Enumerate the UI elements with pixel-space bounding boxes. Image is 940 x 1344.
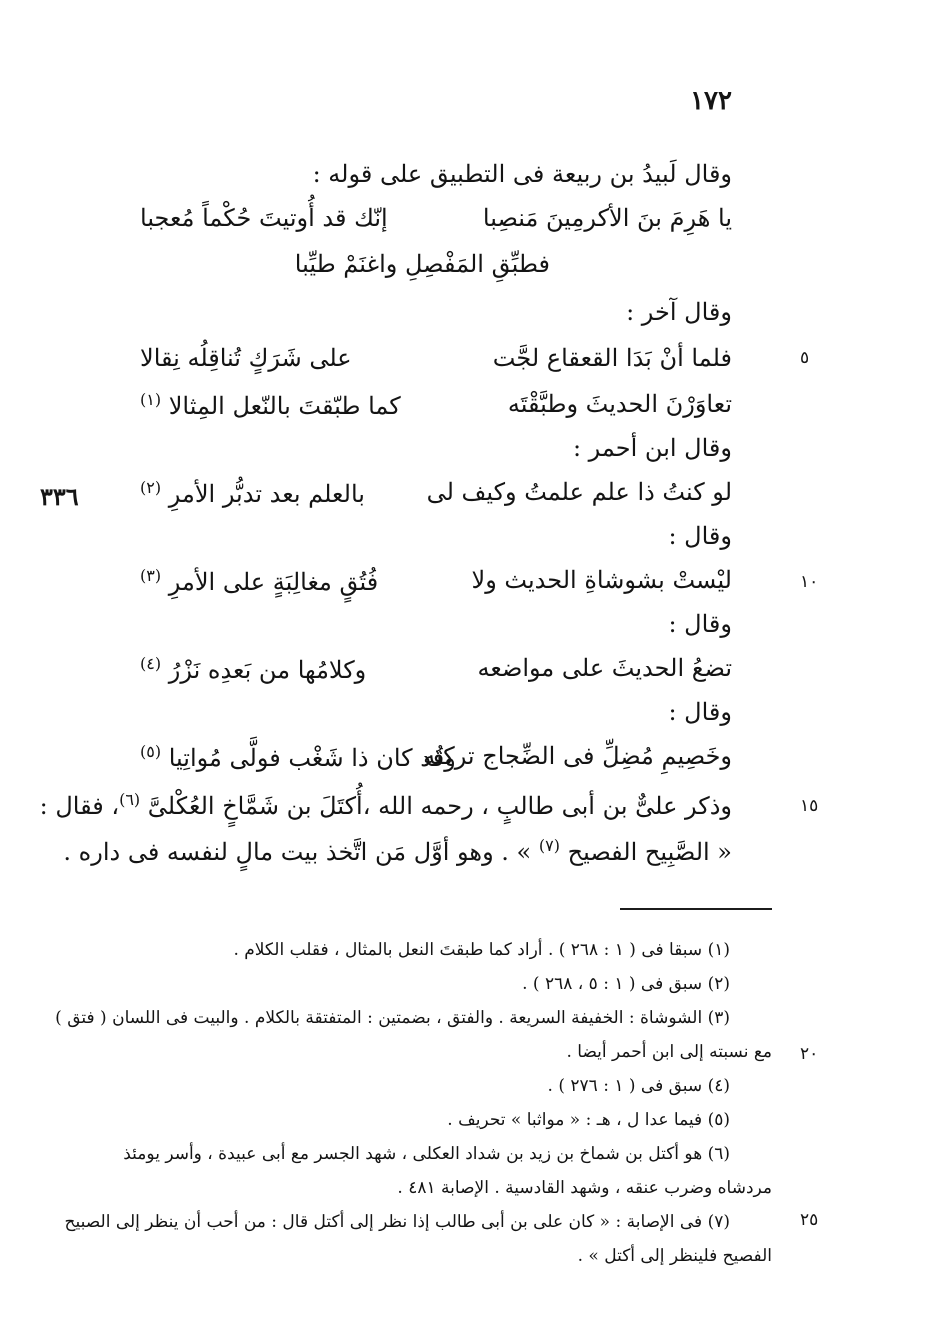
footnote-separator	[620, 908, 772, 910]
intro-line-labid: وقال لَبيدُ بن ربيعة فى التطبيق على قوله :	[312, 160, 732, 188]
margin-line-number-5: ٥	[800, 348, 810, 368]
margin-line-number-25: ٢٥	[800, 1210, 819, 1230]
verse-5-second-text: فُتُقٍ مغالِبَةٍ على الأمرِ	[168, 568, 379, 596]
footnote-ref-3: (٣)	[140, 566, 162, 585]
footnote-6: (٦) هو أكتل بن شماخ بن زيد بن شداد العكلى ، شهد الجسر مع أبى عبيدة ، وأسر يومئذ	[123, 1144, 730, 1164]
margin-line-number-10: ١٠	[800, 572, 819, 592]
paragraph-line-1-text: وذكر علىٌّ بن أبى طالبٍ ، رحمه الله ،أُكتَلَ بن شَمَّاخٍ العُكْلىَّ	[147, 792, 732, 820]
footnote-ref-1: (١)	[140, 390, 162, 409]
footnote-7-continuation: الفصيح فلينظر إلى أكتل » .	[577, 1246, 772, 1266]
verse-4-second-hemistich	[140, 478, 365, 508]
verse-6-second-text: وكلامُها من بَعدِه نَزْرُ	[168, 656, 367, 684]
verse-3-first-hemistich: تعاوَرْنَ الحديثَ وطبَّقْتَه	[507, 390, 732, 418]
footnote-ref-6: (٦)	[119, 790, 141, 809]
intro-line-akhar: وقال آخر :	[626, 298, 732, 326]
verse-1-second-hemistich: إنّك قد أُوتيتَ حُكْماً مُعجبا	[140, 204, 388, 232]
paragraph-line-2	[63, 836, 732, 866]
paragraph-line-2-end: » . وهو أوَّل مَن اتَّخذ بيت مالٍ لنفسه فى داره .	[63, 838, 532, 866]
footnote-3-continuation: مع نسبته إلى ابن أحمر أيضا .	[566, 1042, 772, 1062]
margin-reference: ٣٣٦	[40, 482, 79, 511]
intro-line-qal-2: وقال :	[668, 610, 732, 638]
intro-line-qal-1: وقال :	[668, 522, 732, 550]
margin-line-number-20: ٢٠	[800, 1044, 819, 1064]
paragraph-line-2-text: « الصَّبِيح الفصيح	[567, 838, 732, 866]
footnote-1: (١) سبقا فى ( ١ : ٢٦٨ ) . أراد كما طبقتَ النعل بالمثال ، فقلب الكلام .	[233, 940, 730, 960]
verse-2-first-hemistich: فلما أنْ بَدَا القعقاع لجَّت	[492, 344, 732, 372]
footnote-4: (٤) سبق فى ( ١ : ٢٧٦ ) .	[547, 1076, 730, 1096]
verse-7-second-hemistich	[140, 742, 456, 772]
footnote-ref-7: (٧)	[538, 836, 560, 855]
margin-line-number-15: ١٥	[800, 796, 819, 816]
page-number: ١٧٢	[690, 86, 732, 116]
verse-4-first-hemistich: لو كنتُ ذا علم علمتُ وكيف لى	[426, 478, 732, 506]
footnote-ref-5: (٥)	[140, 742, 162, 761]
verse-5-second-hemistich	[140, 566, 378, 596]
footnote-3: (٣) الشوشاة : الخفيفة السريعة . والفتق ، بضمتين : المتفتقة بالكلام . والبيت فى اللسان ( فتق )	[55, 1008, 730, 1028]
verse-1-third-hemistich: فطبِّقِ المَفْصِلِ واغنَمْ طيِّبا	[294, 250, 550, 278]
footnote-2: (٢) سبق فى ( ١ : ٥ ، ٢٦٨ ) .	[522, 974, 730, 994]
verse-6-first-hemistich: تضعُ الحديثَ على مواضعه	[477, 654, 732, 682]
verse-7-second-text: وقد كان ذا شَغْب فولَّى مُواتِيا	[168, 744, 456, 772]
paragraph-line-1	[40, 790, 732, 820]
verse-3-second-text: كما طبّقتَ بالنّعل المِثالا	[168, 392, 401, 420]
verse-6-second-hemistich	[140, 654, 366, 684]
verse-2-second-hemistich: على شَرَكٍ تُناقِلُه نِقالا	[140, 344, 352, 372]
intro-line-qal-3: وقال :	[668, 698, 732, 726]
footnote-6-continuation: مردشاه وضرب عنقه ، وشهد القادسية . الإصابة ٤٨١ .	[397, 1178, 772, 1198]
intro-line-ibn-ahmar: وقال ابن أحمر :	[572, 434, 732, 462]
footnote-ref-4: (٤)	[140, 654, 162, 673]
verse-1-first-hemistich: يا هَرِمَ بنَ الأكرمِينَ مَنصِبا	[482, 204, 732, 232]
verse-5-first-hemistich: ليْستْ بشوشاةِ الحديث ولا	[471, 566, 732, 594]
footnote-7: (٧) فى الإصابة : « كان على بن أبى طالب إذا نظر إلى أكتل قال : من أحب أن ينظر إلى الصبيح	[64, 1212, 730, 1232]
verse-4-second-text: بالعلم بعد تدبُّر الأمرِ	[168, 480, 365, 508]
footnote-5: (٥) فيما عدا ل ، هـ : « مواثبا » تحريف .	[447, 1110, 730, 1130]
verse-3-second-hemistich	[140, 390, 401, 420]
footnote-ref-2: (٢)	[140, 478, 162, 497]
verse-7-first-hemistich: وخَصِيمِ مُضِلِّ فى الضِّجاج تركتُه	[423, 742, 732, 770]
paragraph-line-1-end: ، فقال :	[39, 792, 120, 820]
